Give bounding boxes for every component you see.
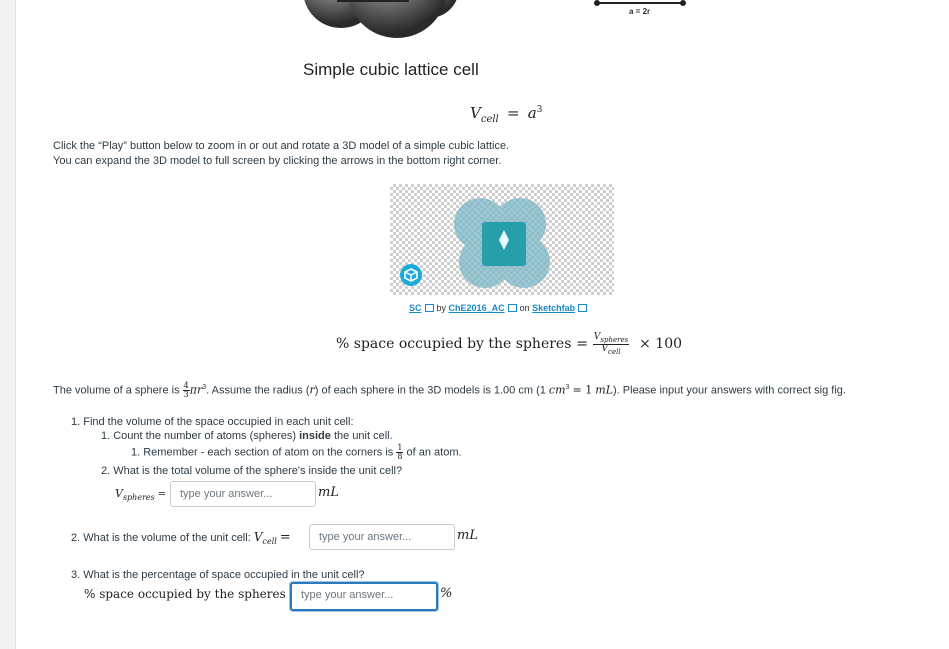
formula-subscript: cell <box>262 537 277 547</box>
sketchfab-link[interactable]: Sketchfab <box>532 303 576 313</box>
text-middle: . Assume the radius ( <box>206 384 310 397</box>
formula-lhs: % space occupied by the spheres <box>336 336 572 352</box>
sketchfab-cube-icon <box>400 264 422 286</box>
formula-equals: = <box>157 489 167 500</box>
attribution-on: on <box>519 303 530 313</box>
text-suffix: the unit cell. <box>333 430 393 442</box>
sphere-volume-text <box>53 382 846 399</box>
figure-caption: Simple cubic lattice cell <box>303 60 479 79</box>
intro-line-1: Click the “Play” button below to zoom in or out and rotate a 3D model of a simple cubic lattice. <box>53 140 510 152</box>
formula-variable: a <box>527 104 537 122</box>
fraction-denominator: 3 <box>183 390 189 399</box>
radius-variable: r <box>309 383 315 397</box>
percent-label <box>84 587 298 601</box>
formula-exponent: 3 <box>536 105 543 115</box>
fraction-numerator-sub: spheres <box>600 335 629 344</box>
percent-label-text: % space occupied by the spheres <box>84 587 286 601</box>
sphere-shape <box>347 0 447 38</box>
external-link-icon <box>578 304 587 312</box>
fraction-denominator: 8 <box>397 452 403 461</box>
model-link[interactable]: SC <box>409 303 422 313</box>
question-1-1-1 <box>131 444 462 461</box>
text-prefix: 1. Remember - each section of atom on the corners is <box>131 446 394 459</box>
vspheres-input[interactable]: type your answer... <box>170 481 316 507</box>
external-link-icon <box>425 304 434 312</box>
text-prefix: The volume of a sphere is <box>53 384 180 397</box>
formula-variable: V <box>470 104 481 122</box>
attribution-by: by <box>436 303 447 313</box>
external-link-icon <box>508 304 517 312</box>
ml-unit-2: mL <box>457 528 478 543</box>
formula-variable: V <box>253 530 263 544</box>
question-1: 1. Find the volume of the space occupied in each unit cell: <box>71 416 354 428</box>
question-3: 3. What is the percentage of space occupied in the unit cell? <box>71 569 365 581</box>
play-icon[interactable] <box>400 264 422 286</box>
one-eighth-fraction <box>396 444 403 461</box>
percent-unit: % <box>440 586 453 601</box>
formula-fraction <box>593 333 629 356</box>
text-prefix: 2. What is the volume of the unit cell: <box>71 532 251 544</box>
text-prefix: 1. Count the number of atoms (spheres) <box>101 430 297 442</box>
ml-unit: mL <box>595 383 614 397</box>
text-suffix: ). Please input your answers with correct sig fig. <box>613 384 846 397</box>
formula-variable: V <box>115 487 123 500</box>
formula-subscript: cell <box>480 114 499 125</box>
text-suffix: of an atom. <box>406 446 462 459</box>
four-thirds-fraction <box>183 382 190 399</box>
sketchfab-attribution <box>409 303 590 313</box>
equals-one: = 1 <box>572 383 593 397</box>
fraction-numerator: 1 <box>397 443 403 452</box>
text-bold: inside <box>299 430 331 442</box>
cm-unit: cm <box>548 383 566 397</box>
page-content <box>15 0 949 649</box>
vcell-input[interactable]: type your answer... <box>309 524 455 550</box>
author-link[interactable]: ChE2016_AC <box>448 303 505 313</box>
vcell-formula <box>470 104 542 125</box>
sketchfab-3d-viewer[interactable] <box>390 184 614 295</box>
cm-exponent: 3 <box>565 383 570 391</box>
fraction-numerator: V <box>593 332 601 342</box>
cubic-cell-top-figure <box>299 0 499 42</box>
formula-equals: = <box>279 530 291 545</box>
corner-dot <box>680 0 686 6</box>
formula-equals: = <box>506 104 520 122</box>
formula-subscript: spheres <box>122 493 155 503</box>
corner-dot <box>594 0 600 6</box>
question-1-1 <box>101 430 393 442</box>
question-2 <box>71 530 291 546</box>
lattice-model-preview <box>390 184 614 295</box>
text-middle-2: ) of each sphere in the 3D models is 1.00 cm (1 <box>314 384 546 397</box>
fraction-denominator: V <box>601 343 609 354</box>
question-1-2: 2. What is the total volume of the sphere's inside the unit cell? <box>101 465 403 477</box>
side-length-label: a = 2r <box>629 7 651 16</box>
fraction-numerator: 4 <box>183 381 189 390</box>
formula-equals: = <box>576 336 589 352</box>
fraction-denominator-sub: cell <box>608 347 621 356</box>
pi-r-expression: πr <box>189 383 203 397</box>
expression-exponent: 3 <box>202 383 207 391</box>
formula-times: × 100 <box>639 336 683 352</box>
percent-input[interactable]: type your answer... <box>290 582 438 611</box>
intro-line-2: You can expand the 3D model to full screen by clicking the arrows in the bottom right corner. <box>53 155 502 167</box>
ml-unit-1: mL <box>318 485 339 500</box>
percent-formula <box>336 333 682 356</box>
vspheres-label <box>115 487 166 502</box>
